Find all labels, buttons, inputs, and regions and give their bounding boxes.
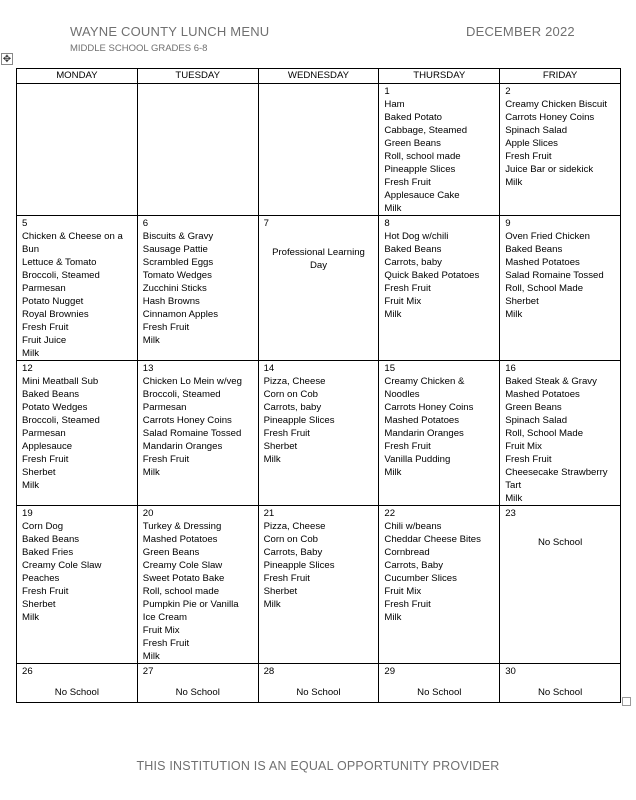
menu-item: Sherbet — [22, 467, 56, 478]
week-row — [17, 84, 621, 216]
day-note: No School — [537, 537, 583, 548]
day-note: No School — [537, 687, 583, 698]
day-number: 22 — [384, 508, 396, 519]
menu-item: Parmesan — [142, 402, 187, 413]
menu-item: Milk — [22, 480, 40, 491]
resize-handle-icon[interactable] — [622, 697, 631, 706]
week-row — [17, 216, 621, 361]
day-cell — [379, 361, 500, 506]
day-cell — [137, 664, 258, 703]
menu-item: Corn on Cob — [263, 389, 318, 400]
day-number: 26 — [22, 666, 33, 677]
menu-item: Fresh Fruit — [384, 177, 431, 188]
menu-item: Fresh Fruit — [263, 428, 310, 439]
day-number: 12 — [22, 363, 33, 374]
day-number: 6 — [142, 218, 149, 229]
day-cell — [379, 216, 500, 361]
menu-item: Milk — [22, 348, 40, 359]
day-number: 20 — [142, 508, 154, 519]
day-cell — [258, 506, 379, 664]
day-number: 14 — [263, 363, 275, 374]
weekday-header-thursday: THURSDAY — [379, 69, 500, 84]
day-number: 2 — [505, 86, 511, 97]
menu-item: Sweet Potato Bake — [142, 573, 225, 584]
menu-item: Fresh Fruit — [22, 586, 69, 597]
weekday-header-wednesday: WEDNESDAY — [258, 69, 379, 84]
menu-item: Corn on Cob — [263, 534, 318, 545]
menu-item: Fresh Fruit — [384, 441, 431, 452]
menu-item: Milk — [263, 599, 281, 610]
day-cell — [500, 216, 621, 361]
menu-item: Sherbet — [505, 296, 539, 307]
day-cell — [17, 664, 138, 703]
menu-item: Hash Browns — [142, 296, 200, 307]
menu-item: Baked Fries — [22, 547, 74, 558]
menu-item: Pineapple Slices — [263, 415, 335, 426]
menu-item: Cinnamon Apples — [142, 309, 218, 320]
menu-item: Fruit Mix — [384, 296, 422, 307]
menu-item: Pizza, Cheese — [263, 521, 326, 532]
menu-item: Fruit Juice — [22, 335, 67, 346]
menu-item: Broccoli, Steamed — [142, 389, 221, 400]
day-number: 9 — [505, 218, 511, 229]
menu-item: Fresh Fruit — [142, 322, 190, 333]
day-number: 27 — [142, 666, 154, 677]
menu-item: Roll, School Made — [505, 428, 584, 439]
menu-item: Ham — [384, 99, 405, 110]
menu-item: Potato Nugget — [22, 296, 84, 307]
menu-item: Fresh Fruit — [22, 322, 69, 333]
menu-item: Baked Beans — [22, 534, 80, 545]
weekday-header-tuesday: TUESDAY — [137, 69, 258, 84]
day-cell — [137, 506, 258, 664]
menu-item: Fresh Fruit — [505, 151, 552, 162]
menu-item: Peaches — [22, 573, 60, 584]
menu-item: Tomato Wedges — [142, 270, 212, 281]
menu-item: Pineapple Slices — [384, 164, 456, 175]
day-cell — [137, 361, 258, 506]
day-cell — [500, 361, 621, 506]
menu-item: Quick Baked Potatoes — [384, 270, 480, 281]
menu-item: Cornbread — [384, 547, 430, 558]
equal-opportunity-footer: THIS INSTITUTION IS AN EQUAL OPPORTUNITY PROVIDER — [136, 759, 500, 773]
day-note: Professional Learning Day — [272, 247, 365, 271]
day-number: 7 — [263, 218, 269, 229]
day-cell — [379, 84, 500, 216]
day-note: No School — [175, 687, 220, 698]
menu-item: Sherbet — [263, 441, 298, 452]
menu-item: Mini Meatball Sub — [22, 376, 99, 387]
weekday-header-row — [17, 69, 621, 84]
menu-item: Salad Romaine Tossed — [505, 270, 604, 281]
menu-item: Fresh Fruit — [263, 573, 310, 584]
menu-item: Fresh Fruit — [505, 454, 552, 465]
menu-item: Carrots, baby — [263, 402, 322, 413]
menu-item: Milk — [22, 612, 40, 623]
menu-item: Mashed Potatoes — [384, 415, 460, 426]
menu-item: Baked Beans — [384, 244, 442, 255]
menu-item: Fresh Fruit — [384, 599, 431, 610]
day-cell — [17, 216, 138, 361]
menu-item: Milk — [142, 651, 160, 662]
day-cell — [17, 361, 138, 506]
menu-item: Zucchini Sticks — [142, 283, 207, 294]
day-number: 21 — [263, 508, 275, 519]
menu-item: Carrots Honey Coins — [142, 415, 232, 426]
menu-item: Applesauce — [22, 441, 73, 452]
menu-item: Turkey & Dressing — [142, 521, 222, 532]
menu-item: Carrots, Baby — [263, 547, 323, 558]
menu-item: Sausage Pattie — [142, 244, 208, 255]
day-note: No School — [417, 687, 462, 698]
menu-item: Milk — [505, 493, 523, 504]
menu-subtitle: MIDDLE SCHOOL GRADES 6-8 — [70, 43, 208, 54]
menu-item: Creamy Chicken Biscuit — [505, 99, 608, 110]
menu-item: Baked Steak & Gravy — [505, 376, 597, 387]
menu-item: Scrambled Eggs — [142, 257, 214, 268]
menu-item: Corn Dog — [22, 521, 64, 532]
menu-item: Creamy Cole Slaw — [22, 560, 102, 571]
menu-item: Milk — [384, 467, 402, 478]
menu-item: Carrots, baby — [384, 257, 442, 268]
menu-item: Carrots Honey Coins — [384, 402, 474, 413]
day-number: 5 — [22, 218, 28, 229]
menu-item: Spinach Salad — [505, 415, 568, 426]
menu-item: Mashed Potatoes — [142, 534, 218, 545]
menu-item: Pizza, Cheese — [263, 376, 326, 387]
menu-item: Mandarin Oranges — [384, 428, 464, 439]
menu-item: Chicken Lo Mein w/veg — [142, 376, 242, 387]
menu-item: Vanilla Pudding — [384, 454, 451, 465]
day-cell — [258, 84, 379, 216]
menu-item: Mashed Potatoes — [505, 257, 580, 268]
weekday-header-friday: FRIDAY — [500, 69, 621, 84]
menu-item: Roll, school made — [142, 586, 220, 597]
day-number: 15 — [384, 363, 396, 374]
menu-item: Milk — [142, 467, 160, 478]
menu-item: Milk — [505, 309, 523, 320]
menu-item: Carrots Honey Coins — [505, 112, 595, 123]
menu-item: Milk — [263, 454, 281, 465]
menu-item: Oven Fried Chicken — [505, 231, 590, 242]
day-number: 19 — [22, 508, 33, 519]
menu-item: Fresh Fruit — [384, 283, 431, 294]
menu-item: Mandarin Oranges — [142, 441, 223, 452]
menu-item: Broccoli, Steamed — [22, 270, 100, 281]
week-row — [17, 664, 621, 703]
menu-item: Milk — [384, 612, 402, 623]
menu-item: Parmesan — [22, 283, 66, 294]
menu-item: Salad Romaine Tossed — [142, 428, 242, 439]
day-number: 29 — [384, 666, 396, 677]
menu-item: Parmesan — [22, 428, 66, 439]
day-cell — [500, 506, 621, 664]
menu-item: Potato Wedges — [22, 402, 88, 413]
menu-item: Chicken & Cheese on a Bun — [22, 231, 123, 255]
menu-item: Pineapple Slices — [263, 560, 335, 571]
day-number: 28 — [263, 666, 275, 677]
menu-item: Cheesecake Strawberry Tart — [505, 467, 608, 491]
day-number: 23 — [505, 508, 516, 519]
weekday-header-monday: MONDAY — [17, 69, 138, 84]
menu-item: Roll, School Made — [505, 283, 584, 294]
menu-item: Broccoli, Steamed — [22, 415, 100, 426]
menu-item: Baked Potato — [384, 112, 442, 123]
day-note: No School — [296, 687, 341, 698]
day-cell — [137, 84, 258, 216]
menu-item: Spinach Salad — [505, 125, 568, 136]
menu-item: Juice Bar or sidekick — [505, 164, 594, 175]
menu-item: Milk — [384, 203, 402, 214]
menu-item: Carrots, Baby — [384, 560, 444, 571]
move-handle-icon[interactable]: ✥ — [2, 54, 12, 65]
menu-item: Creamy Cole Slaw — [142, 560, 223, 571]
menu-item: Baked Beans — [22, 389, 80, 400]
menu-item: Green Beans — [505, 402, 562, 413]
menu-item: Sherbet — [22, 599, 56, 610]
menu-month: DECEMBER 2022 — [466, 24, 575, 39]
menu-item: Roll, school made — [384, 151, 461, 162]
week-row — [17, 506, 621, 664]
menu-item: Cucumber Slices — [384, 573, 457, 584]
menu-item: Biscuits & Gravy — [142, 231, 214, 242]
day-cell — [258, 664, 379, 703]
menu-item: Milk — [384, 309, 402, 320]
menu-item: Milk — [142, 335, 160, 346]
day-cell — [379, 664, 500, 703]
menu-item: Chili w/beans — [384, 521, 442, 532]
day-number: 13 — [142, 363, 154, 374]
menu-item: Lettuce & Tomato — [22, 257, 97, 268]
menu-item: Fruit Mix — [142, 625, 180, 636]
menu-item: Fruit Mix — [384, 586, 422, 597]
day-number: 16 — [505, 363, 516, 374]
day-number: 8 — [384, 218, 390, 229]
menu-item: Cheddar Cheese Bites — [384, 534, 481, 545]
menu-item: Baked Beans — [505, 244, 563, 255]
day-number: 30 — [505, 666, 516, 677]
menu-item: Apple Slices — [505, 138, 558, 149]
day-cell — [17, 84, 138, 216]
menu-item: Fresh Fruit — [142, 454, 190, 465]
day-cell — [379, 506, 500, 664]
day-cell — [137, 216, 258, 361]
menu-item: Green Beans — [384, 138, 441, 149]
menu-item: Mashed Potatoes — [505, 389, 580, 400]
menu-item: Fresh Fruit — [22, 454, 69, 465]
menu-item: Applesauce Cake — [384, 190, 460, 201]
day-cell — [258, 361, 379, 506]
menu-item: Hot Dog w/chili — [384, 231, 449, 242]
lunch-calendar-table — [16, 68, 621, 703]
day-cell — [258, 216, 379, 361]
menu-item: Cabbage, Steamed — [384, 125, 468, 136]
menu-item: Royal Brownies — [22, 309, 89, 320]
week-row — [17, 361, 621, 506]
day-cell — [17, 506, 138, 664]
menu-item: Sherbet — [263, 586, 298, 597]
menu-title: WAYNE COUNTY LUNCH MENU — [70, 24, 270, 39]
day-note: No School — [54, 687, 100, 698]
menu-item: Fresh Fruit — [142, 638, 190, 649]
menu-item: Milk — [505, 177, 523, 188]
menu-item: Green Beans — [142, 547, 200, 558]
day-cell — [500, 84, 621, 216]
menu-item: Pumpkin Pie or Vanilla Ice Cream — [142, 599, 239, 623]
menu-item: Creamy Chicken & Noodles — [384, 376, 465, 400]
day-number: 1 — [384, 86, 390, 97]
day-cell — [500, 664, 621, 703]
menu-item: Fruit Mix — [505, 441, 542, 452]
